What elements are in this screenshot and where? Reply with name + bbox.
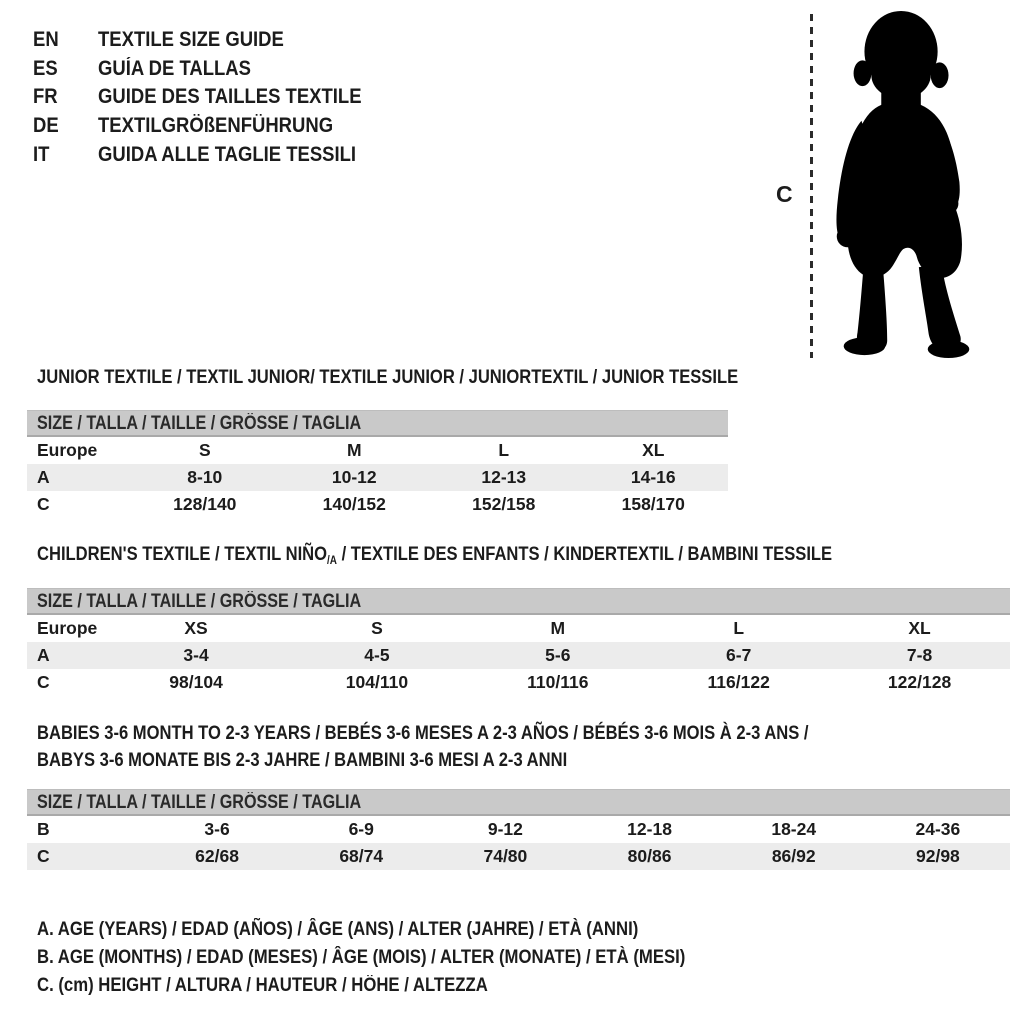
children-heading-text: CHILDREN'S TEXTILE / TEXTIL NIÑO — [37, 543, 328, 565]
children-heading-text: / TEXTILE DES ENFANTS / KINDERTEXTIL / BAMBINI TESSILE — [336, 543, 833, 565]
age-cell: 3-4 — [183, 645, 209, 665]
row-label: Europe — [37, 440, 98, 460]
height-cell: 92/98 — [916, 846, 960, 866]
age-cell: 7-8 — [906, 645, 933, 665]
height-cell: 152/158 — [472, 494, 536, 514]
size-header-bar: SIZE / TALLA / TAILLE / GRÖSSE / TAGLIA — [27, 789, 1010, 816]
height-cell: 86/92 — [771, 846, 816, 866]
babies-section-heading: BABIES 3-6 MONTH TO 2-3 YEARS / BEBÉS 3-6 MESES A 2-3 AÑOS / BÉBÉS 3-6 MOIS À 2-3 ANS / BABYS 3-6 MONATE BIS 2-3 JAHRE / BAMBINI 3-6 MESI A 2-3 ANNI — [37, 722, 809, 771]
height-cell: 128/140 — [173, 494, 237, 514]
size-cell: XS — [184, 618, 208, 638]
height-measure-dashed-line — [810, 14, 813, 358]
month-cell: 3-6 — [204, 819, 230, 839]
lang-row-it — [33, 140, 397, 169]
height-cell: 104/110 — [345, 672, 409, 692]
table-row — [27, 491, 728, 518]
row-label: A — [37, 645, 50, 665]
row-label: B — [37, 819, 50, 839]
age-cell: 4-5 — [364, 645, 390, 665]
lang-title: TEXTILGRÖßENFÜHRUNG — [98, 114, 334, 138]
size-cell: L — [733, 618, 745, 638]
children-section-heading — [37, 543, 972, 566]
footnote-c: C. (cm) HEIGHT / ALTURA / HAUTEUR / HÖHE / ALTEZZA — [37, 975, 488, 996]
size-cell: M — [346, 440, 362, 460]
children-heading-subscript: /A — [327, 554, 337, 567]
month-cell: 24-36 — [915, 819, 961, 839]
lang-code: EN — [33, 28, 59, 52]
lang-row-de — [33, 112, 397, 141]
month-cell: 6-9 — [348, 819, 374, 839]
row-label: Europe — [37, 618, 98, 638]
size-cell: S — [371, 618, 383, 638]
height-cell: 74/80 — [483, 846, 528, 866]
row-label: C — [37, 846, 50, 866]
size-cell: M — [550, 618, 566, 638]
table-row — [27, 669, 1010, 696]
footnote-a: A. AGE (YEARS) / EDAD (AÑOS) / ÂGE (ANS) / ALTER (JAHRE) / ETÀ (ANNI) — [37, 919, 639, 940]
lang-row-es — [33, 55, 397, 84]
legend-footnotes — [37, 916, 774, 1000]
lang-row-fr — [33, 83, 397, 112]
size-header-bar: SIZE / TALLA / TAILLE / GRÖSSE / TAGLIA — [27, 410, 728, 437]
junior-size-table — [27, 410, 728, 518]
age-cell: 10-12 — [331, 467, 377, 487]
height-cell: 80/86 — [627, 846, 672, 866]
table-row — [27, 843, 1010, 870]
lang-code: DE — [33, 114, 59, 138]
age-cell: 8-10 — [187, 467, 223, 487]
language-title-list — [33, 26, 397, 169]
children-size-table — [27, 588, 1010, 696]
age-cell: 5-6 — [545, 645, 571, 665]
age-cell: 12-13 — [481, 467, 527, 487]
height-cell: 158/170 — [621, 494, 685, 514]
table-row — [27, 615, 1010, 642]
lang-code: FR — [33, 85, 58, 109]
height-measure-label: C — [776, 181, 793, 207]
lang-row-en — [33, 26, 397, 55]
size-header-bar: SIZE / TALLA / TAILLE / GRÖSSE / TAGLIA — [27, 588, 1010, 615]
lang-title: GUIDE DES TAILLES TEXTILE — [98, 85, 362, 109]
baby-silhouette-icon — [824, 6, 986, 362]
row-label: C — [37, 672, 50, 692]
age-cell: 6-7 — [726, 645, 752, 665]
month-cell: 18-24 — [771, 819, 817, 839]
height-cell: 140/152 — [322, 494, 386, 514]
size-cell: S — [198, 440, 211, 460]
row-label: A — [37, 467, 50, 487]
table-row — [27, 464, 728, 491]
month-cell: 9-12 — [487, 819, 523, 839]
row-label: C — [37, 494, 50, 514]
height-cell: 68/74 — [339, 846, 384, 866]
height-cell: 116/122 — [707, 672, 770, 692]
height-cell: 110/116 — [527, 672, 589, 692]
lang-code: ES — [33, 56, 58, 80]
junior-section-heading: JUNIOR TEXTILE / TEXTIL JUNIOR/ TEXTILE JUNIOR / JUNIORTEXTIL / JUNIOR TESSILE — [37, 366, 739, 388]
babies-size-table — [27, 789, 1010, 870]
size-cell: L — [498, 440, 510, 460]
month-cell: 12-18 — [627, 819, 672, 839]
footnote-b: B. AGE (MONTHS) / EDAD (MESES) / ÂGE (MOIS) / ALTER (MONATE) / ETÀ (MESI) — [37, 947, 686, 968]
height-cell: 122/128 — [887, 672, 952, 692]
lang-title: TEXTILE SIZE GUIDE — [98, 28, 284, 52]
table-row — [27, 642, 1010, 669]
table-row — [27, 816, 1010, 843]
lang-title: GUÍA DE TALLAS — [98, 56, 251, 80]
lang-title: GUIDA ALLE TAGLIE TESSILI — [98, 142, 357, 166]
size-cell: XL — [908, 618, 931, 638]
age-cell: 14-16 — [630, 467, 676, 487]
height-cell: 62/68 — [195, 846, 239, 866]
height-cell: 98/104 — [169, 672, 223, 692]
lang-code: IT — [33, 142, 50, 166]
size-cell: XL — [642, 440, 665, 460]
table-row — [27, 437, 728, 464]
